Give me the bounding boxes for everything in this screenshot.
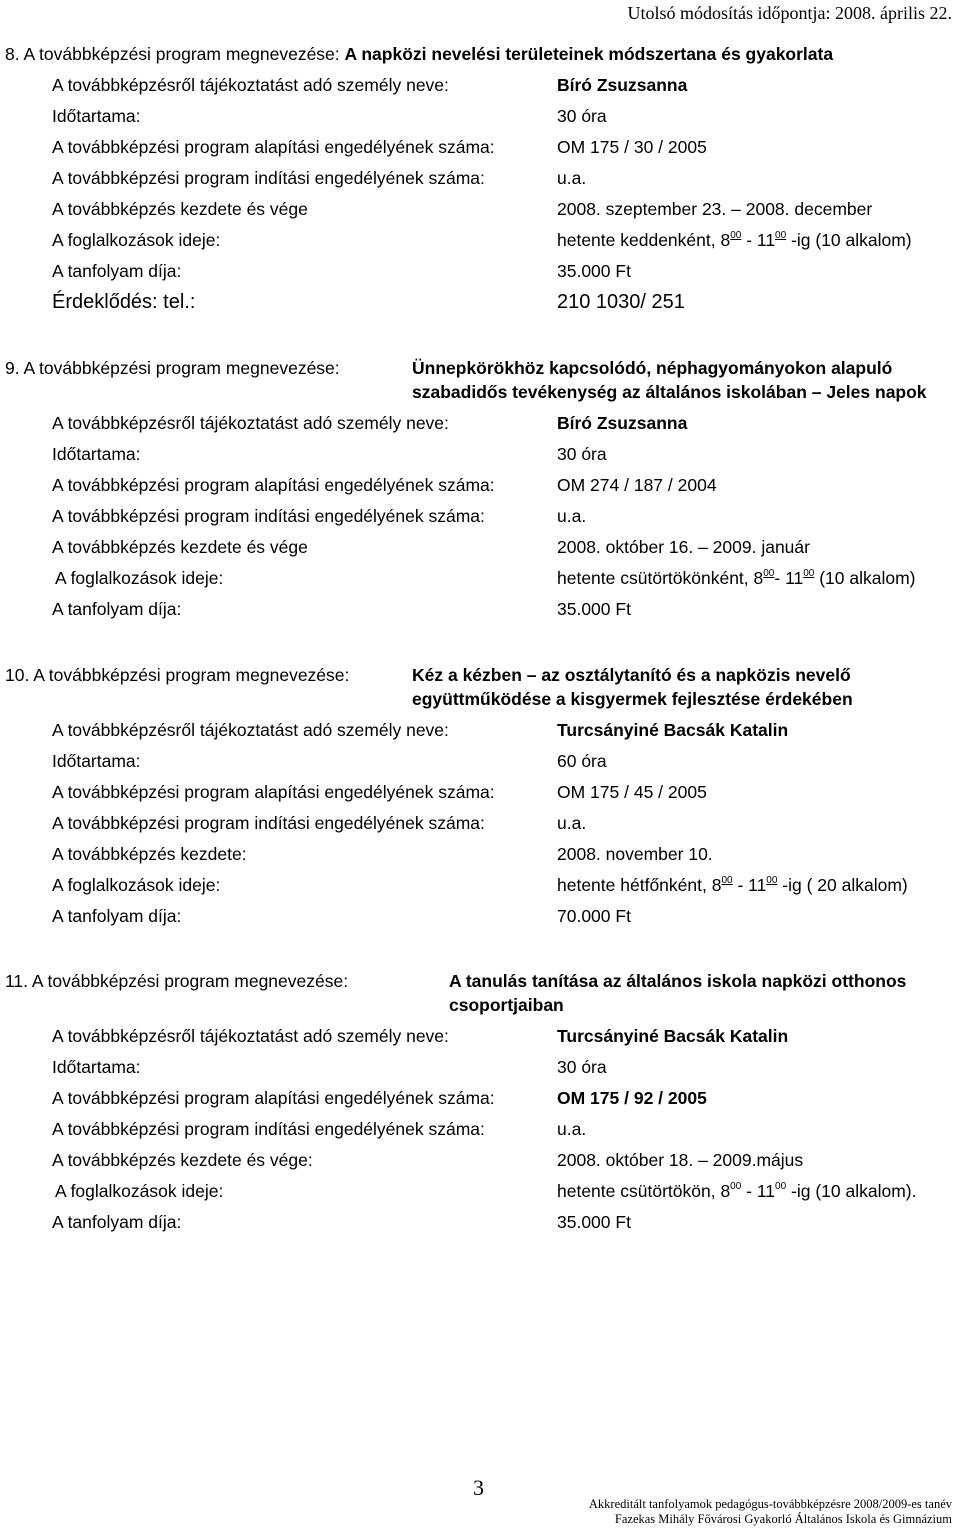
s9-value-fee: 35.000 Ft: [557, 599, 631, 619]
section-11-title-line2: csoportjaiban: [449, 995, 564, 1015]
s10-value-contact: Turcsányiné Bacsák Katalin: [557, 720, 789, 740]
s9-label-contact: A továbbképzésről tájékoztatást adó személy neve:: [52, 413, 449, 433]
s10-value-fee: 70.000 Ft: [557, 906, 631, 926]
s8-value-inquiry: 210 1030/ 251: [557, 291, 685, 313]
s9-label-launch: A továbbképzési program indítási engedélyének száma:: [52, 506, 485, 526]
s11-label-duration: Időtartama:: [52, 1057, 141, 1077]
last-modified-header: Utolsó módosítás időpontja: 2008. április 22.: [627, 3, 952, 23]
section-9-title-line2: szabadidős tevékenység az általános iskolában – Jeles napok: [412, 382, 927, 402]
section-8-title-prefix: 8. A továbbképzési program megnevezése:: [5, 44, 345, 64]
s8-value-duration: 30 óra: [557, 106, 607, 126]
section-8-title: [5, 43, 833, 65]
s11-value-time: hetente csütörtökön, $8^{00} - 11^{00}$ -ig (10 alkalom).: [557, 1181, 917, 1201]
section-9-title-prefix: 9. A továbbképzési program megnevezése:: [5, 358, 340, 378]
s8-value-fee: 35.000 Ft: [557, 261, 631, 281]
footer-line-1: Akkreditált tanfolyamok pedagógus-továbbképzésre 2008/2009-es tanév: [588, 1497, 952, 1511]
s9-label-fee: A tanfolyam díja:: [52, 599, 182, 619]
section-10-title-line1: Kéz a kézben – az osztálytanító és a napközis nevelő: [412, 665, 851, 685]
s11-value-dates: 2008. október 18. – 2009.május: [557, 1150, 804, 1170]
s11-label-time: A foglalkozások ideje:: [55, 1181, 224, 1201]
section-10-title-prefix: 10. A továbbképzési program megnevezése:: [5, 665, 350, 685]
s11-label-fee: A tanfolyam díja:: [52, 1212, 182, 1232]
s8-value-contact: Bíró Zsuzsanna: [557, 75, 688, 95]
s10-label-launch: A továbbképzési program indítási engedélyének száma:: [52, 813, 485, 833]
s11-label-founding: A továbbképzési program alapítási engedélyének száma:: [52, 1088, 495, 1108]
s11-value-launch: u.a.: [557, 1119, 587, 1139]
s8-label-contact: A továbbképzésről tájékoztatást adó személy neve:: [52, 75, 449, 95]
s11-value-founding: OM 175 / 92 / 2005: [557, 1088, 707, 1108]
section-11-title-line1: A tanulás tanítása az általános iskola napközi otthonos: [449, 971, 907, 991]
s8-label-launch: A továbbképzési program indítási engedélyének száma:: [52, 168, 485, 188]
s10-label-start: A továbbképzés kezdete:: [52, 844, 247, 864]
s11-value-fee: 35.000 Ft: [557, 1212, 631, 1232]
s10-label-duration: Időtartama:: [52, 751, 141, 771]
s10-value-launch: u.a.: [557, 813, 587, 833]
s8-label-time: A foglalkozások ideje:: [52, 230, 221, 250]
s10-label-founding: A továbbképzési program alapítási engedélyének száma:: [52, 782, 495, 802]
s9-value-duration: 30 óra: [557, 444, 607, 464]
s9-value-contact: Bíró Zsuzsanna: [557, 413, 688, 433]
s11-label-contact: A továbbképzésről tájékoztatást adó személy neve:: [52, 1026, 449, 1046]
s8-label-inquiry: Érdeklődés: tel.:: [52, 291, 196, 313]
s10-value-time: hetente hétfőnként, $8^{00} - 11^{00}$ -ig ( 20 alkalom): [557, 875, 908, 895]
s10-label-contact: A továbbképzésről tájékoztatást adó személy neve:: [52, 720, 449, 740]
s8-label-founding: A továbbképzési program alapítási engedélyének száma:: [52, 137, 495, 157]
s8-value-launch: u.a.: [557, 168, 587, 188]
s9-label-time: A foglalkozások ideje:: [55, 568, 224, 588]
page-number: 3: [473, 1475, 484, 1500]
s10-value-start: 2008. november 10.: [557, 844, 713, 864]
footer-line-2: Fazekas Mihály Fővárosi Gyakorló Általános Iskola és Gimnázium: [614, 1512, 952, 1526]
s9-label-founding: A továbbképzési program alapítási engedélyének száma:: [52, 475, 495, 495]
s8-label-dates: A továbbképzés kezdete és vége: [52, 199, 308, 219]
s11-label-launch: A továbbképzési program indítási engedélyének száma:: [52, 1119, 485, 1139]
s9-value-time: hetente csütörtökönként, $8^{00}-$ $11^{00}$ (10 alkalom): [557, 568, 916, 588]
section-8-title-value: A napközi nevelési területeinek módszertana és gyakorlata: [344, 44, 834, 64]
s11-value-duration: 30 óra: [557, 1057, 607, 1077]
section-11-title-prefix: 11. A továbbképzési program megnevezése:: [5, 971, 349, 991]
s8-label-duration: Időtartama:: [52, 106, 141, 126]
s11-label-dates: A továbbképzés kezdete és vége:: [52, 1150, 313, 1170]
s10-value-duration: 60 óra: [557, 751, 607, 771]
s8-value-dates: 2008. szeptember 23. – 2008. december: [557, 199, 873, 219]
s11-value-contact: Turcsányiné Bacsák Katalin: [557, 1026, 789, 1046]
s10-label-fee: A tanfolyam díja:: [52, 906, 182, 926]
s9-value-founding: OM 274 / 187 / 2004: [557, 475, 717, 495]
s10-value-founding: OM 175 / 45 / 2005: [557, 782, 707, 802]
s9-label-dates: A továbbképzés kezdete és vége: [52, 537, 308, 557]
section-10-title-line2: együttműködése a kisgyermek fejlesztése érdekében: [412, 689, 853, 709]
s8-value-founding: OM 175 / 30 / 2005: [557, 137, 707, 157]
s8-label-fee: A tanfolyam díja:: [52, 261, 182, 281]
s9-value-dates: 2008. október 16. – 2009. január: [557, 537, 810, 557]
s9-value-launch: u.a.: [557, 506, 587, 526]
s10-label-time: A foglalkozások ideje:: [52, 875, 221, 895]
section-9-title-line1: Ünnepkörökhöz kapcsolódó, néphagyományokon alapuló: [412, 358, 893, 378]
s9-label-duration: Időtartama:: [52, 444, 141, 464]
s8-value-time: hetente keddenként, $8^{00} - 11^{00}$ -ig (10 alkalom): [557, 230, 912, 250]
